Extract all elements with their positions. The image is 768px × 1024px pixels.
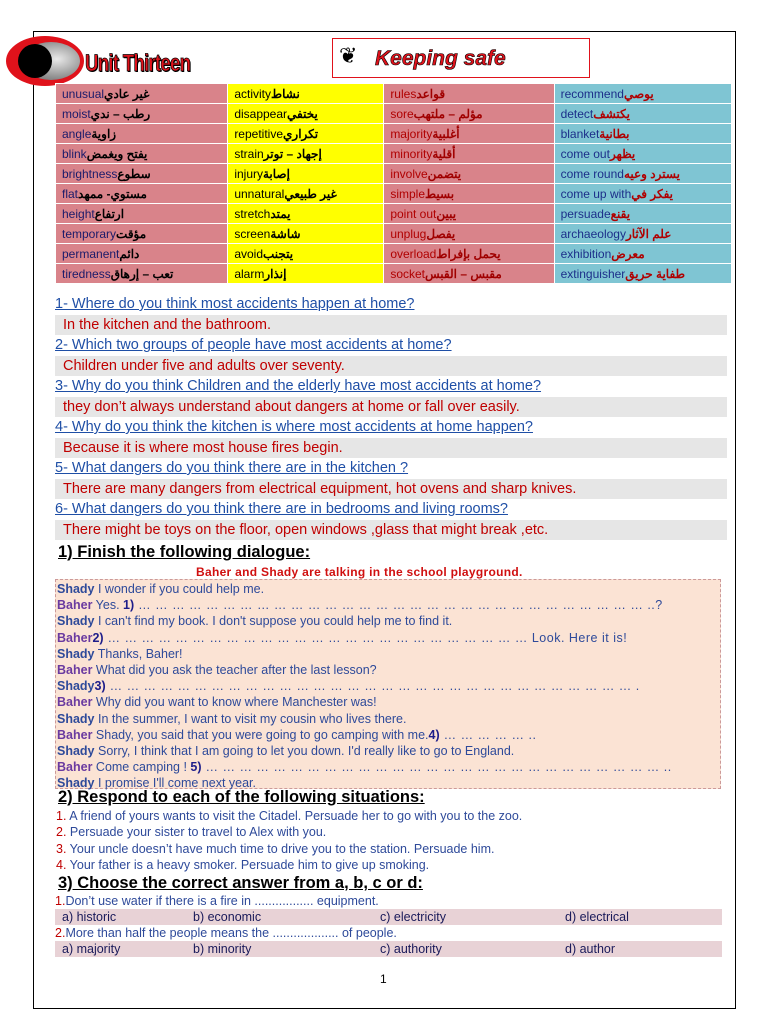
vocab-translation: مقبس – القبس: [425, 266, 502, 281]
vocab-translation: يحمل بإفراط: [436, 246, 501, 261]
dialogue-line: [56, 630, 720, 646]
speaker-name: Baher: [57, 598, 93, 613]
vocab-cell: [554, 184, 731, 204]
vocab-cell: [554, 104, 731, 124]
vocab-word: activity: [234, 86, 271, 101]
vocab-cell: [228, 124, 384, 144]
vocab-word: unusual: [62, 86, 105, 101]
vocab-cell: [56, 164, 228, 184]
situation-list: [56, 808, 716, 873]
dialogue-text: Yes.: [92, 598, 124, 613]
vocab-word: angle: [62, 126, 92, 141]
dialogue-box: [55, 579, 721, 789]
vocab-word: exhibition: [560, 246, 612, 261]
title-banner: [332, 38, 590, 78]
mcq-question: [55, 893, 722, 909]
vocab-word: point out: [390, 206, 437, 221]
vocab-cell: [56, 204, 228, 224]
mcq-question-text: More than half the people means the ................... of people.: [65, 926, 397, 940]
situation-number: 1.: [56, 809, 67, 823]
vocab-translation: مستوي- ممهد: [78, 186, 147, 201]
dialogue-line: [56, 662, 720, 678]
vocab-word: disappear: [234, 106, 288, 121]
mcq-question: [55, 925, 722, 941]
vocab-translation: معرض: [611, 246, 645, 261]
vocabulary-table: [55, 83, 732, 284]
answer-blank: … … … … … … … … … … … … … … … … … … … … … … … … … … … ..: [201, 760, 672, 775]
vocab-word: height: [62, 206, 95, 221]
speaker-name: Shady: [57, 711, 95, 726]
vocab-row: [56, 224, 732, 244]
vocab-cell: [554, 164, 731, 184]
vocab-translation: يفكر في: [631, 186, 674, 201]
speaker-name: Baher: [57, 760, 93, 775]
dialogue-line: [56, 743, 720, 759]
vocab-word: socket: [390, 266, 425, 281]
vocab-translation: غير عادي: [104, 86, 150, 101]
dialogue-text: Sorry, I think that I am going to let you down. I'd really like to go to England.: [94, 743, 515, 758]
speaker-name: Shady: [57, 614, 95, 629]
vocab-translation: أغلبية: [432, 126, 460, 141]
vocab-cell: [384, 164, 554, 184]
vocab-translation: يظهر: [609, 146, 636, 161]
dialogue-line: [56, 678, 720, 694]
vocab-word: archaeology: [560, 226, 626, 241]
vocab-cell: [384, 104, 554, 124]
dialogue-line: [56, 646, 720, 662]
mcq-option: c) electricity: [380, 910, 446, 924]
vocab-word: brightness: [62, 166, 118, 181]
vocab-translation: إصابة: [263, 166, 290, 181]
question-text: 2- Which two groups of people have most accidents at home?: [55, 337, 452, 353]
vocab-word: blanket: [560, 126, 600, 141]
dialogue-text: Shady, you said that you were going to go camping with me.: [92, 727, 429, 742]
answer-blank: … … … … … ..: [439, 727, 537, 742]
vocab-cell: [228, 184, 384, 204]
speaker-name: Shady: [57, 679, 95, 694]
vocab-cell: [384, 224, 554, 244]
vocab-translation: يبين: [436, 206, 457, 221]
vocab-cell: [554, 84, 731, 104]
blank-number: 1): [123, 598, 135, 613]
vocab-translation: بسيط: [425, 186, 455, 201]
vocab-translation: مؤلم – ملتهب: [413, 106, 483, 121]
vocab-translation: شاشة: [270, 226, 301, 241]
dialogue-text: I promise I'll come next year.: [94, 776, 256, 791]
mcq-option: d) electrical: [565, 910, 629, 924]
vocab-cell: [56, 124, 228, 144]
situation-text: Your father is a heavy smoker. Persuade him to give up smoking.: [66, 857, 430, 872]
vocab-word: majority: [390, 126, 433, 141]
situation-number: 2.: [56, 825, 67, 840]
situation-text: Your uncle doesn’t have much time to drive you to the station. Persuade him.: [66, 841, 495, 856]
answer-text: they don’t always understand about dangers at home or fall over easily.: [55, 397, 727, 417]
mcq-option: b) economic: [193, 910, 262, 924]
vocab-cell: [56, 184, 228, 204]
flower-ornament-icon: ❦: [339, 43, 358, 68]
vocab-translation: يقنع: [610, 206, 631, 221]
vocab-cell: [554, 244, 731, 264]
blank-number: 4): [428, 727, 440, 742]
speaker-name: Baher: [57, 695, 93, 710]
dialogue-line: [56, 581, 720, 597]
unit-title: Unit Thirteen: [85, 50, 191, 77]
speaker-name: Baher: [57, 727, 93, 742]
dialogue-text: Come camping !: [92, 760, 191, 775]
vocab-word: avoid: [234, 246, 263, 261]
situation-item: [56, 857, 716, 873]
question-text: 5- What dangers do you think there are in the kitchen ?: [55, 460, 409, 476]
vocab-cell: [56, 104, 228, 124]
vocab-word: recommend: [560, 86, 624, 101]
dialogue-text: Why did you want to know where Manchester was!: [92, 695, 377, 710]
vocab-translation: نشاط: [271, 86, 300, 101]
vocab-word: stretch: [234, 206, 271, 221]
vocab-translation: إنذار: [264, 266, 287, 281]
vocab-translation: تكراري: [283, 126, 319, 141]
dialogue-caption: Baher and Shady are talking in the school playground.: [196, 565, 523, 579]
vocab-translation: ارتفاع: [94, 206, 125, 221]
vocab-translation: بطانية: [599, 126, 630, 141]
vocab-word: extinguisher: [560, 266, 626, 281]
vocab-row: [56, 164, 732, 184]
vocab-cell: [384, 184, 554, 204]
vocab-cell: [384, 264, 554, 284]
vocab-word: tiredness: [62, 266, 111, 281]
dialogue-line: [56, 613, 720, 629]
vocab-word: blink: [62, 146, 87, 161]
vocab-row: [56, 144, 732, 164]
dialogue-text: Thanks, Baher!: [94, 646, 183, 661]
vocab-cell: [228, 84, 384, 104]
vocab-translation: يفصل: [426, 226, 456, 241]
answer-text: There are many dangers from electrical equipment, hot ovens and sharp knives.: [55, 479, 727, 499]
speaker-name: Baher: [57, 662, 93, 677]
dialogue-line: [56, 597, 720, 613]
vocab-row: [56, 124, 732, 144]
situation-item: [56, 824, 716, 840]
vocab-word: injury: [234, 166, 263, 181]
vocab-word: sore: [390, 106, 414, 121]
vocab-translation: يختفي: [287, 106, 318, 121]
dialogue-line: [56, 694, 720, 710]
blank-number: 3): [94, 679, 106, 694]
vocab-translation: سطوع: [117, 166, 151, 181]
mcq-option: a) majority: [62, 942, 121, 956]
vocab-cell: [56, 244, 228, 264]
vocab-word: unnatural: [234, 186, 285, 201]
vocab-translation: قواعد: [416, 86, 446, 101]
vocab-translation: دائم: [119, 246, 140, 261]
vocab-row: [56, 244, 732, 264]
answer-blank: … … … … … … … … … … … … … … … … … … … … … … … … … Look. Here it is!: [103, 630, 628, 645]
vocab-cell: [384, 204, 554, 224]
dialogue-text: I can't find my book. I don't suppose you could help me to find it.: [94, 614, 453, 629]
question-list: [55, 294, 725, 540]
mcq-option: b) minority: [193, 942, 252, 956]
vocab-word: persuade: [560, 206, 611, 221]
vocab-word: flat: [62, 186, 79, 201]
question-text: 3- Why do you think Children and the elderly have most accidents at home?: [55, 378, 542, 394]
vocab-word: screen: [234, 226, 271, 241]
vocab-translation: يمتد: [270, 206, 291, 221]
question-text: 6- What dangers do you think there are in bedrooms and living rooms?: [55, 501, 508, 517]
answer-text: Because it is where most house fires begin.: [55, 438, 727, 458]
mcq-options: [55, 909, 722, 925]
blank-number: 2): [92, 630, 104, 645]
answer-text: In the kitchen and the bathroom.: [55, 315, 727, 335]
vocab-cell: [384, 124, 554, 144]
vocab-word: come up with: [560, 186, 632, 201]
section-2-title: 2) Respond to each of the following situations:: [58, 788, 425, 806]
vocab-cell: [228, 164, 384, 184]
vocab-word: simple: [390, 186, 425, 201]
situation-number: 3.: [56, 841, 67, 856]
vocab-row: [56, 184, 732, 204]
vocab-translation: يوصي: [623, 86, 654, 101]
question-text: 4- Why do you think the kitchen is where most accidents at home happen?: [55, 419, 533, 435]
page-number: 1: [380, 972, 387, 986]
speaker-name: Shady: [57, 743, 95, 758]
vocab-word: overload: [390, 246, 437, 261]
vocab-word: come round: [560, 166, 624, 181]
vocab-translation: زاوية: [91, 126, 117, 141]
dialogue-text: In the summer, I want to visit my cousin who lives there.: [94, 711, 407, 726]
question-text: 1- Where do you think most accidents happen at home?: [55, 296, 415, 312]
vocab-cell: [554, 204, 731, 224]
vocab-translation: يتضمن: [427, 166, 462, 181]
answer-text: Children under five and adults over seventy.: [55, 356, 727, 376]
answer-blank: … … … … … … … … … … … … … … … … … … … … … … … … … … … … … … … .: [105, 679, 640, 694]
answer-blank: … … … … … … … … … … … … … … … … … … … … … … … … … … … … … … ..?: [134, 598, 663, 613]
mcq-option: c) authority: [380, 942, 442, 956]
speaker-name: Shady: [57, 646, 95, 661]
mcq-question-text: Don’t use water if there is a fire in ................. equipment.: [65, 894, 379, 908]
vocab-cell: [228, 104, 384, 124]
vocab-cell: [228, 264, 384, 284]
vocab-word: temporary: [62, 226, 117, 241]
vocab-translation: رطب – ندي: [90, 106, 151, 121]
dialogue-text: What did you ask the teacher after the last lesson?: [92, 662, 377, 677]
vocab-cell: [56, 224, 228, 244]
situation-number: 4.: [56, 857, 67, 872]
dialogue-line: [56, 727, 720, 743]
speaker-name: Shady: [57, 582, 95, 596]
mcq-option: a) historic: [62, 910, 117, 924]
mcq-options: [55, 941, 722, 957]
speaker-name: Shady: [57, 776, 95, 791]
blank-number: 5): [190, 760, 202, 775]
vocab-translation: غير طبيعي: [284, 186, 337, 201]
vocab-cell: [384, 244, 554, 264]
unit-logo-dot: [18, 44, 52, 78]
vocab-translation: مؤقت: [116, 226, 147, 241]
vocab-row: [56, 104, 732, 124]
mcq-option: d) author: [565, 942, 616, 956]
vocab-cell: [56, 264, 228, 284]
vocab-cell: [554, 144, 731, 164]
vocab-word: rules: [390, 86, 417, 101]
vocab-cell: [384, 84, 554, 104]
vocab-cell: [228, 204, 384, 224]
vocab-cell: [384, 144, 554, 164]
vocab-cell: [56, 84, 228, 104]
vocab-cell: [228, 224, 384, 244]
vocab-cell: [56, 144, 228, 164]
situation-item: [56, 841, 716, 857]
vocab-row: [56, 204, 732, 224]
vocab-translation: تعب – إرهاق: [110, 266, 174, 281]
vocab-translation: يتجنب: [263, 246, 294, 261]
vocab-word: alarm: [234, 266, 265, 281]
vocab-cell: [554, 224, 731, 244]
vocab-translation: علم الآثار: [625, 226, 672, 241]
vocab-translation: إجهاد – توتر: [263, 146, 322, 161]
vocab-translation: يفتح ويغمض: [86, 146, 148, 161]
vocab-word: minority: [390, 146, 433, 161]
dialogue-text: I wonder if you could help me.: [94, 582, 265, 596]
vocab-row: [56, 84, 732, 104]
vocab-word: involve: [390, 166, 428, 181]
vocab-translation: طفاية حريق: [625, 266, 686, 281]
section-3-title: 3) Choose the correct answer from a, b, c or d:: [58, 874, 423, 892]
banner-title: Keeping safe: [375, 47, 506, 70]
mcq-number: 2.: [55, 926, 66, 940]
vocab-translation: أقلية: [432, 146, 456, 161]
vocab-cell: [228, 244, 384, 264]
situation-text: A friend of yours wants to visit the Citadel. Persuade her to go with you to the zoo.: [66, 809, 523, 823]
vocab-word: come out: [560, 146, 610, 161]
vocab-translation: يسترد وعيه: [623, 166, 680, 181]
dialogue-line: [56, 759, 720, 775]
answer-text: There might be toys on the floor, open windows ,glass that might break ,etc.: [55, 520, 727, 540]
vocab-word: repetitive: [234, 126, 284, 141]
vocab-word: permanent: [62, 246, 120, 261]
vocab-cell: [554, 124, 731, 144]
dialogue-line: [56, 711, 720, 727]
section-1-title: 1) Finish the following dialogue:: [58, 543, 311, 561]
vocab-cell: [554, 264, 731, 284]
situation-item: [56, 808, 716, 824]
mcq-list: [55, 893, 722, 957]
situation-text: Persuade your sister to travel to Alex with you.: [66, 825, 327, 840]
vocab-word: detect: [560, 106, 594, 121]
vocab-translation: يكتشف: [593, 106, 630, 121]
vocab-word: moist: [62, 106, 91, 121]
mcq-number: 1.: [55, 894, 66, 908]
vocab-word: unplug: [390, 226, 427, 241]
vocab-cell: [228, 144, 384, 164]
speaker-name: Baher: [57, 630, 93, 645]
vocab-word: strain: [234, 146, 264, 161]
vocab-row: [56, 264, 732, 284]
